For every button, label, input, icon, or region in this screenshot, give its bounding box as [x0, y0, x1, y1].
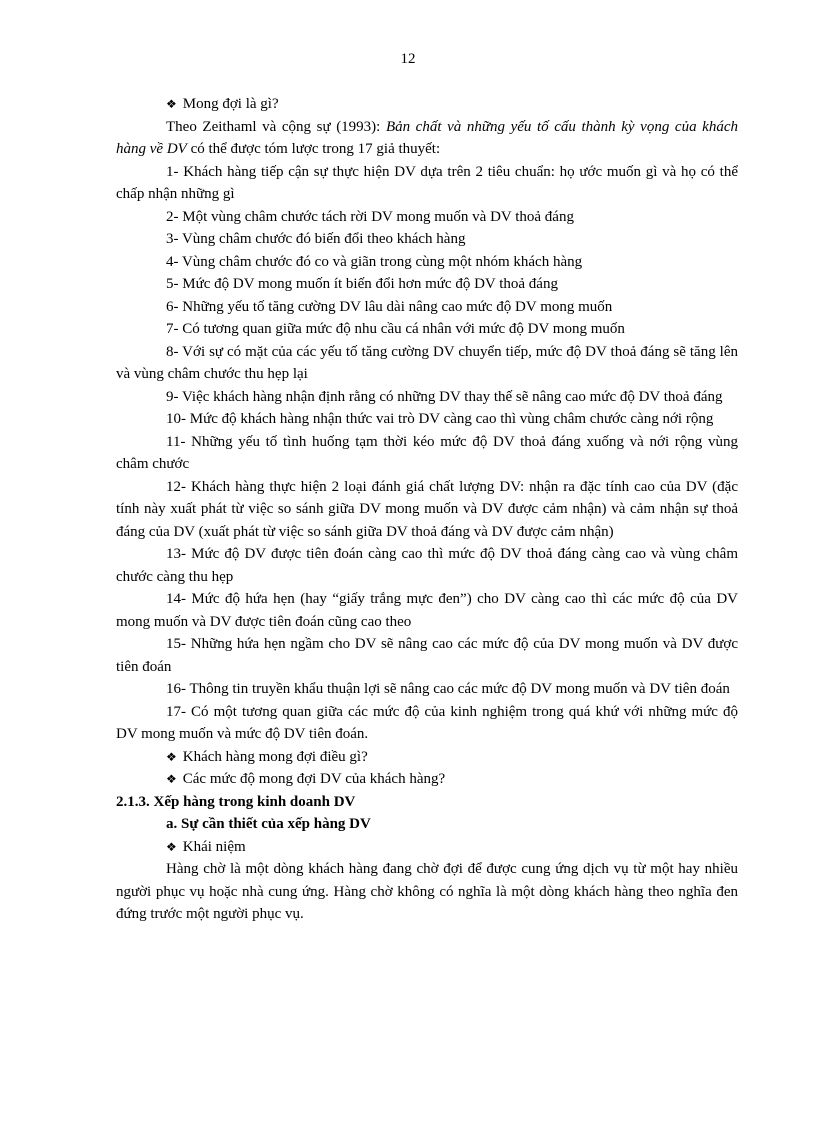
intro-lead: Theo Zeithaml và cộng sự (1993):	[166, 118, 386, 135]
bullet-khai-niem: ❖ Khái niệm	[116, 836, 738, 859]
bullet-cac-muc-do: ❖ Các mức độ mong đợi DV của khách hàng?	[116, 768, 738, 791]
hypothesis-12: 12- Khách hàng thực hiện 2 loại đánh giá chất lượng DV: nhận ra đặc tính cao của DV (đặc tính này xuất phát từ việc so sánh giữa DV mong muốn và DV được cảm nhận) và cảm nhận sự thoả đáng của DV (xuất phát từ việc so sánh giữa DV thoả đáng và DV được cảm nhận)	[116, 478, 738, 540]
page-body	[116, 93, 738, 926]
hypothesis-8: 8- Với sự có mặt của các yếu tố tăng cường DV chuyển tiếp, mức độ DV thoả đáng sẽ tăng lên và vùng châm chước thu hẹp lại	[116, 343, 738, 382]
hypothesis-4: 4- Vùng châm chước đó co và giãn trong cùng một nhóm khách hàng	[166, 253, 583, 270]
section-heading: 2.1.3. Xếp hàng trong kinh doanh DV	[116, 793, 356, 810]
hypothesis-11: 11- Những yếu tố tình huống tạm thời kéo mức độ DV thoả đáng xuống và nới rộng vùng châm chước	[116, 433, 738, 472]
final-paragraph: Hàng chờ là một dòng khách hàng đang chờ đợi để được cung ứng dịch vụ từ một hay nhiều người phục vụ hoặc nhà cung ứng. Hàng chờ không có nghĩa là một dòng khách hàng theo nghĩa đen đứng trước một người phục vụ.	[116, 861, 738, 922]
hypothesis-7: 7- Có tương quan giữa mức độ nhu cầu cá nhân với mức độ DV mong muốn	[166, 321, 625, 337]
hypothesis-10: 10- Mức độ khách hàng nhận thức vai trò DV càng cao thì vùng châm chước càng nới rộng	[166, 411, 714, 427]
hypothesis-3: 3- Vùng châm chước đó biến đổi theo khách hàng	[166, 231, 466, 247]
page-number: 12	[400, 51, 416, 67]
intro-italic-title: Bản chất và những yếu tố cấu thành kỳ vọng của khách hàng về DV	[116, 118, 738, 157]
bullet-khach-hang-mong-doi: ❖ Khách hàng mong đợi điều gì?	[116, 746, 738, 769]
subsection-heading: a. Sự cần thiết của xếp hàng DV	[166, 816, 371, 832]
intro-paragraph	[116, 116, 738, 161]
hypothesis-6: 6- Những yếu tố tăng cường DV lâu dài nâng cao mức độ DV mong muốn	[166, 298, 613, 315]
hypothesis-13: 13- Mức độ DV được tiên đoán càng cao thì mức độ DV thoả đáng càng cao và vùng châm chước càng thu hẹp	[116, 546, 738, 585]
hypothesis-14: 14- Mức độ hứa hẹn (hay “giấy trắng mực đen”) cho DV càng cao thì các mức độ của DV mong muốn và DV được tiên đoán cũng cao theo	[116, 591, 738, 630]
hypothesis-17: 17- Có một tương quan giữa các mức độ của kinh nghiệm trong quá khứ với những mức độ DV mong muốn và mức độ DV tiên đoán.	[116, 703, 738, 742]
hypothesis-16: 16- Thông tin truyền khẩu thuận lợi sẽ nâng cao các mức độ DV mong muốn và DV tiên đoán	[166, 681, 730, 697]
hypothesis-5: 5- Mức độ DV mong muốn ít biến đổi hơn mức độ DV thoả đáng	[166, 276, 558, 292]
hypothesis-1: 1- Khách hàng tiếp cận sự thực hiện DV dựa trên 2 tiêu chuẩn: họ ước muốn gì và họ có thể chấp nhận những gì	[116, 163, 738, 202]
hypothesis-2: 2- Một vùng châm chước tách rời DV mong muốn và DV thoả đáng	[166, 208, 574, 225]
intro-tail: có thể được tóm lược trong 17 giả thuyết:	[186, 141, 441, 157]
bullet-mong-doi: ❖ Mong đợi là gì?	[116, 93, 738, 116]
hypothesis-15: 15- Những hứa hẹn ngầm cho DV sẽ nâng cao các mức độ của DV mong muốn và DV được tiên đoán	[116, 636, 738, 675]
hypothesis-9: 9- Việc khách hàng nhận định rằng có những DV thay thế sẽ nâng cao mức độ DV thoả đáng	[166, 388, 723, 405]
